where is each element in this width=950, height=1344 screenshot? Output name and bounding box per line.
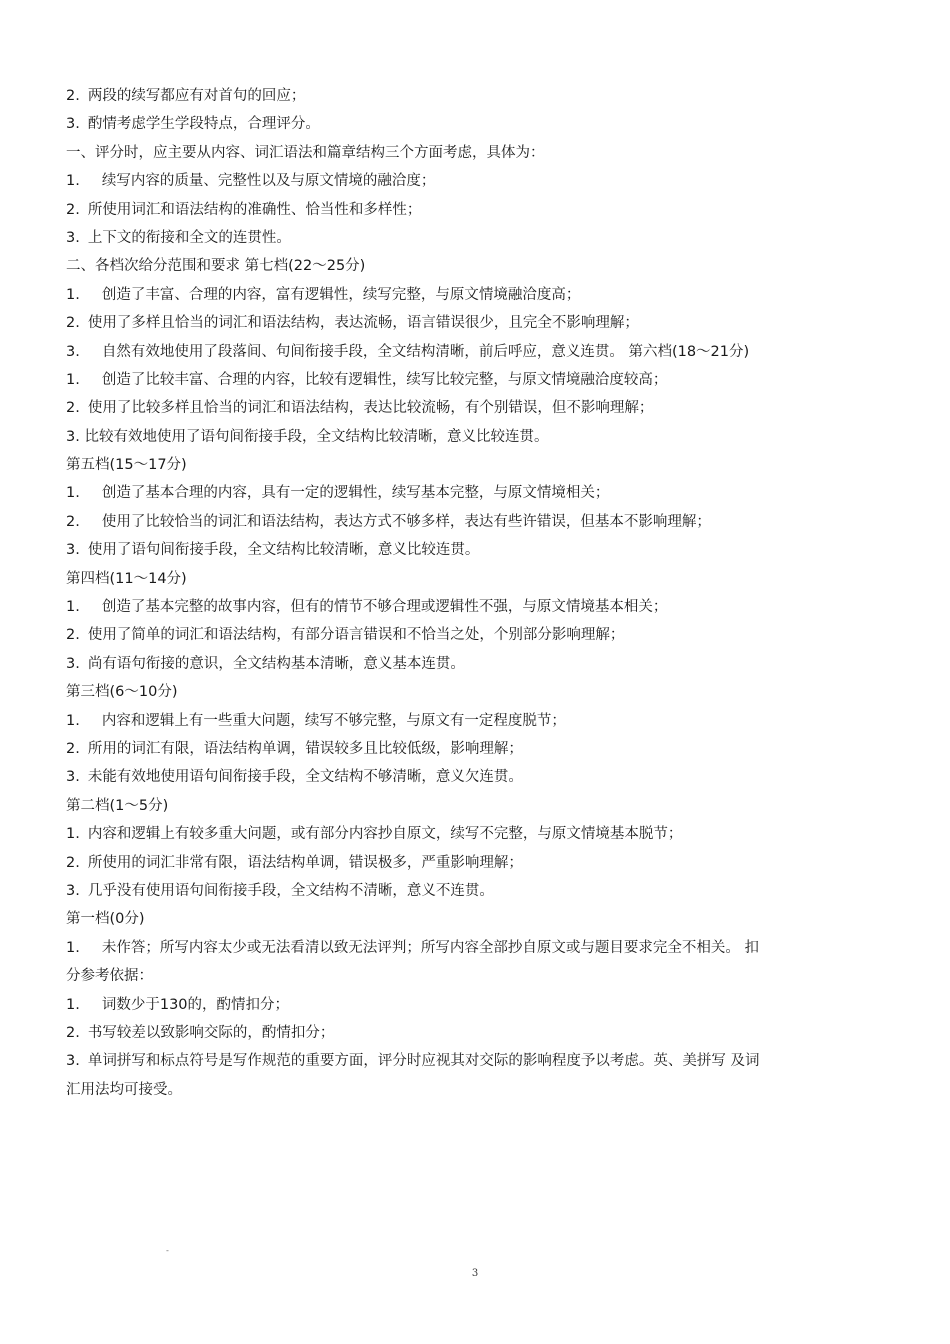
item-text: 所使用词汇和语法结构的准确性、恰当性和多样性； [87, 201, 422, 218]
item-text: 两段的续写都应有对首句的回应； [87, 88, 306, 104]
item-text: 使用了比较恰当的词汇和语法结构，表达方式不够多样，表达有些许错误，但基本不影响理解； [101, 513, 711, 530]
text-line [66, 224, 876, 252]
item-text: 第二档(1～5分) [66, 797, 169, 814]
text-line [66, 394, 876, 422]
text-line [66, 366, 876, 394]
band-heading [66, 792, 876, 820]
item-number: 2. [66, 854, 80, 871]
item-text: 酌情考虑学生学段特点，合理评分。 [87, 116, 320, 133]
item-text: 创造了丰富、合理的内容，富有逻辑性，续写完整，与原文情境融洽度高； [101, 286, 581, 303]
text-line [66, 934, 876, 962]
item-text: 未能有效地使用语句间衔接手段，全文结构不够清晰，意义欠连贯。 [87, 769, 523, 786]
item-number: 1. [66, 599, 80, 616]
item-text: 创造了基本完整的故事内容，但有的情节不够合理或逻辑性不强，与原文情境基本相关； [101, 599, 668, 616]
band-heading [66, 565, 876, 593]
text-line [66, 338, 876, 366]
item-number: 3. [66, 882, 80, 899]
item-number: 3. [66, 428, 80, 445]
band-heading [66, 451, 876, 479]
item-text: 使用了简单的词汇和语法结构，有部分语言错误和不恰当之处，个别部分影响理解； [87, 627, 625, 644]
item-text: 自然有效地使用了段落间、句间衔接手段，全文结构清晰，前后呼应，意义连贯。 第六档(18～21分) [101, 343, 750, 360]
text-line [66, 508, 876, 536]
text-line [66, 735, 876, 763]
item-number: 2. [66, 201, 80, 218]
item-text: 汇用法均可接受。 [66, 1081, 182, 1098]
text-line [66, 423, 876, 451]
item-text: 单词拼写和标点符号是写作规范的重要方面，评分时应视其对交际的影响程度予以考虑。英、美拼写 及词 [87, 1053, 760, 1070]
text-line [66, 763, 876, 791]
text-line [66, 991, 876, 1019]
item-number: 1. [66, 939, 80, 956]
item-text: 使用了语句间衔接手段，全文结构比较清晰，意义比较连贯。 [87, 542, 480, 559]
item-number: 2. [66, 740, 80, 757]
band-heading [66, 678, 876, 706]
item-text: 所用的词汇有限，语法结构单调，错误较多且比较低级，影响理解； [87, 740, 523, 757]
item-text: 上下文的衔接和全文的连贯性。 [87, 229, 291, 246]
item-number: 2. [66, 315, 80, 332]
text-line [66, 309, 876, 337]
item-number: 2. [66, 513, 80, 530]
item-number: 3. [66, 769, 80, 786]
band-heading [66, 905, 876, 933]
document-body [66, 82, 876, 1104]
section-heading [66, 252, 876, 280]
item-number: 2. [66, 400, 80, 417]
text-line [66, 1019, 876, 1047]
text-line [66, 593, 876, 621]
text-line [66, 849, 876, 877]
item-text: 未作答；所写内容太少或无法看清以致无法评判；所写内容全部抄自原文或与题目要求完全不相关。 扣 [101, 939, 759, 956]
item-text: 二、各档次给分范围和要求 第七档(22～25分) [66, 258, 366, 275]
text-line [66, 479, 876, 507]
item-number: 1. [66, 826, 80, 843]
item-number: 1. [66, 286, 80, 303]
item-text: 几乎没有使用语句间衔接手段，全文结构不清晰，意义不连贯。 [87, 882, 494, 899]
text-line [66, 167, 876, 195]
item-text: 比较有效地使用了语句间衔接手段，全文结构比较清晰，意义比较连贯。 [84, 428, 549, 445]
item-number: 3. [66, 542, 80, 559]
footer-dot: - [166, 1246, 169, 1255]
item-number: 3. [66, 1053, 80, 1070]
item-text: 使用了比较多样且恰当的词汇和语法结构，表达比较流畅，有个别错误，但不影响理解； [87, 400, 654, 417]
item-text: 词数少于130的，酌情扣分； [101, 996, 290, 1013]
item-text: 第四档(11～14分) [66, 570, 187, 587]
text-line [66, 650, 876, 678]
text-line [66, 962, 876, 990]
item-text: 第五档(15～17分) [66, 457, 187, 474]
item-text: 内容和逻辑上有较多重大问题，或有部分内容抄自原文，续写不完整，与原文情境基本脱节； [87, 826, 683, 843]
item-text: 第三档(6～10分) [66, 684, 178, 701]
text-line [66, 1076, 876, 1104]
item-number: 3. [66, 343, 80, 360]
item-text: 第一档(0分) [66, 911, 145, 928]
item-number: 1. [66, 712, 80, 729]
item-text: 尚有语句衔接的意识，全文结构基本清晰，意义基本连贯。 [87, 655, 465, 672]
item-number: 2. [66, 1024, 80, 1041]
item-number: 3. [66, 116, 80, 133]
item-number: 2. [66, 88, 80, 104]
item-number: 1. [66, 173, 80, 190]
item-number: 1. [66, 371, 80, 388]
item-text: 创造了比较丰富、合理的内容，比较有逻辑性，续写比较完整，与原文情境融洽度较高； [101, 371, 668, 388]
text-line [66, 621, 876, 649]
text-line [66, 877, 876, 905]
item-text: 所使用的词汇非常有限，语法结构单调，错误极多，严重影响理解； [87, 854, 523, 871]
text-line [66, 707, 876, 735]
text-line [66, 1047, 876, 1075]
item-number: 2. [66, 627, 80, 644]
item-number: 1. [66, 485, 80, 502]
item-number: 1. [66, 996, 80, 1013]
text-line [66, 196, 876, 224]
item-text: 书写较差以致影响交际的，酌情扣分； [87, 1024, 335, 1041]
text-line [66, 110, 876, 138]
text-line [66, 82, 876, 110]
item-number: 3. [66, 655, 80, 672]
item-text: 一、评分时，应主要从内容、词汇语法和篇章结构三个方面考虑，具体为： [66, 144, 545, 161]
text-line [66, 281, 876, 309]
item-text: 内容和逻辑上有一些重大问题，续写不够完整，与原文有一定程度脱节； [101, 712, 566, 729]
item-text: 创造了基本合理的内容，具有一定的逻辑性，续写基本完整，与原文情境相关； [101, 485, 610, 502]
item-text: 使用了多样且恰当的词汇和语法结构，表达流畅，语言错误很少，且完全不影响理解； [87, 315, 639, 332]
text-line [66, 536, 876, 564]
item-text: 分参考依据： [66, 968, 153, 985]
item-text: 续写内容的质量、完整性以及与原文情境的融洽度； [101, 173, 436, 190]
item-number: 3. [66, 229, 80, 246]
page-number: 3 [471, 1268, 479, 1279]
text-line [66, 820, 876, 848]
section-heading [66, 139, 876, 167]
